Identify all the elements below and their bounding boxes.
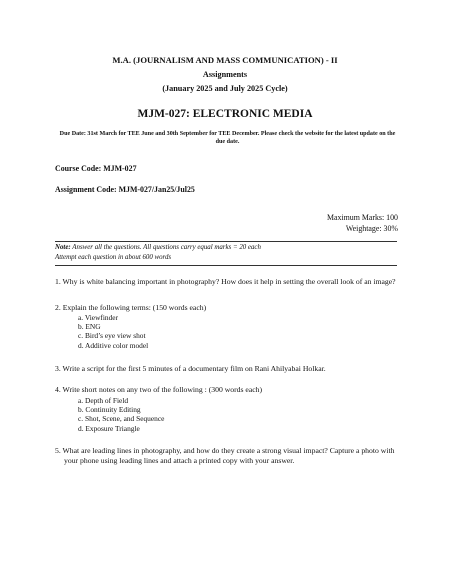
- question-2: [55, 303, 405, 313]
- weightage: Weightage: 30%: [345, 224, 398, 233]
- list-item: b. ENG: [78, 322, 101, 332]
- note-top-rule: [55, 241, 397, 242]
- question-2-items: [78, 313, 148, 350]
- program-heading: M.A. (JOURNALISM AND MASS COMMUNICATION) - II: [112, 55, 338, 65]
- note-line-1: Answer all the questions. All questions carry equal marks = 20 each: [70, 244, 261, 251]
- question-text: 2. Explain the following terms: (150 words each): [55, 303, 207, 312]
- list-item: a. Viewfinder: [78, 313, 119, 322]
- due-date-notice: Due Date: 31st March for TEE June and 30th September for TEE December. Please check the website for the latest update on the due date.: [59, 131, 396, 145]
- course-code: Course Code: MJM-027: [55, 164, 137, 173]
- doc-type-heading: Assignments: [202, 70, 248, 79]
- course-title: MJM-027: ELECTRONIC MEDIA: [137, 108, 313, 120]
- assignment-code: Assignment Code: MJM-027/Jan25/Jul25: [55, 185, 195, 194]
- question-1: [55, 277, 405, 287]
- list-item: c. Shot, Scene, and Sequence: [78, 414, 165, 424]
- question-3: [55, 364, 405, 374]
- note-label: Note:: [55, 244, 71, 251]
- question-text: 4. Write short notes on any two of the following : (300 words each): [55, 385, 263, 394]
- note-bottom-rule: [55, 265, 397, 266]
- question-4: [55, 385, 405, 395]
- list-item: c. Bird’s eye view shot: [78, 331, 146, 341]
- marks-block: [327, 212, 398, 234]
- note-line-2: Attempt each question in about 600 words: [55, 253, 172, 261]
- question-4-items: [78, 396, 164, 433]
- cycle-heading: (January 2025 and July 2025 Cycle): [162, 84, 288, 93]
- list-item: a. Depth of Field: [78, 396, 129, 405]
- question-text: 5. What are leading lines in photography, and how do they create a strong visual impact? Capture a photo with your phone using leading lines and attach a printed copy with your answer.: [55, 446, 395, 466]
- question-text: 1. Why is white balancing important in photography? How does it help in setting the overall look of an image?: [55, 277, 396, 286]
- list-item: d. Additive color model: [78, 340, 149, 350]
- question-5: [55, 446, 405, 467]
- question-text: 3. Write a script for the first 5 minutes of a documentary film on Rani Ahilyabai Holkar.: [55, 364, 326, 373]
- list-item: d. Exposure Triangle: [78, 423, 140, 433]
- maximum-marks: Maximum Marks: 100: [326, 213, 398, 222]
- note-block: [55, 243, 261, 262]
- list-item: b. Continuity Editing: [78, 405, 141, 415]
